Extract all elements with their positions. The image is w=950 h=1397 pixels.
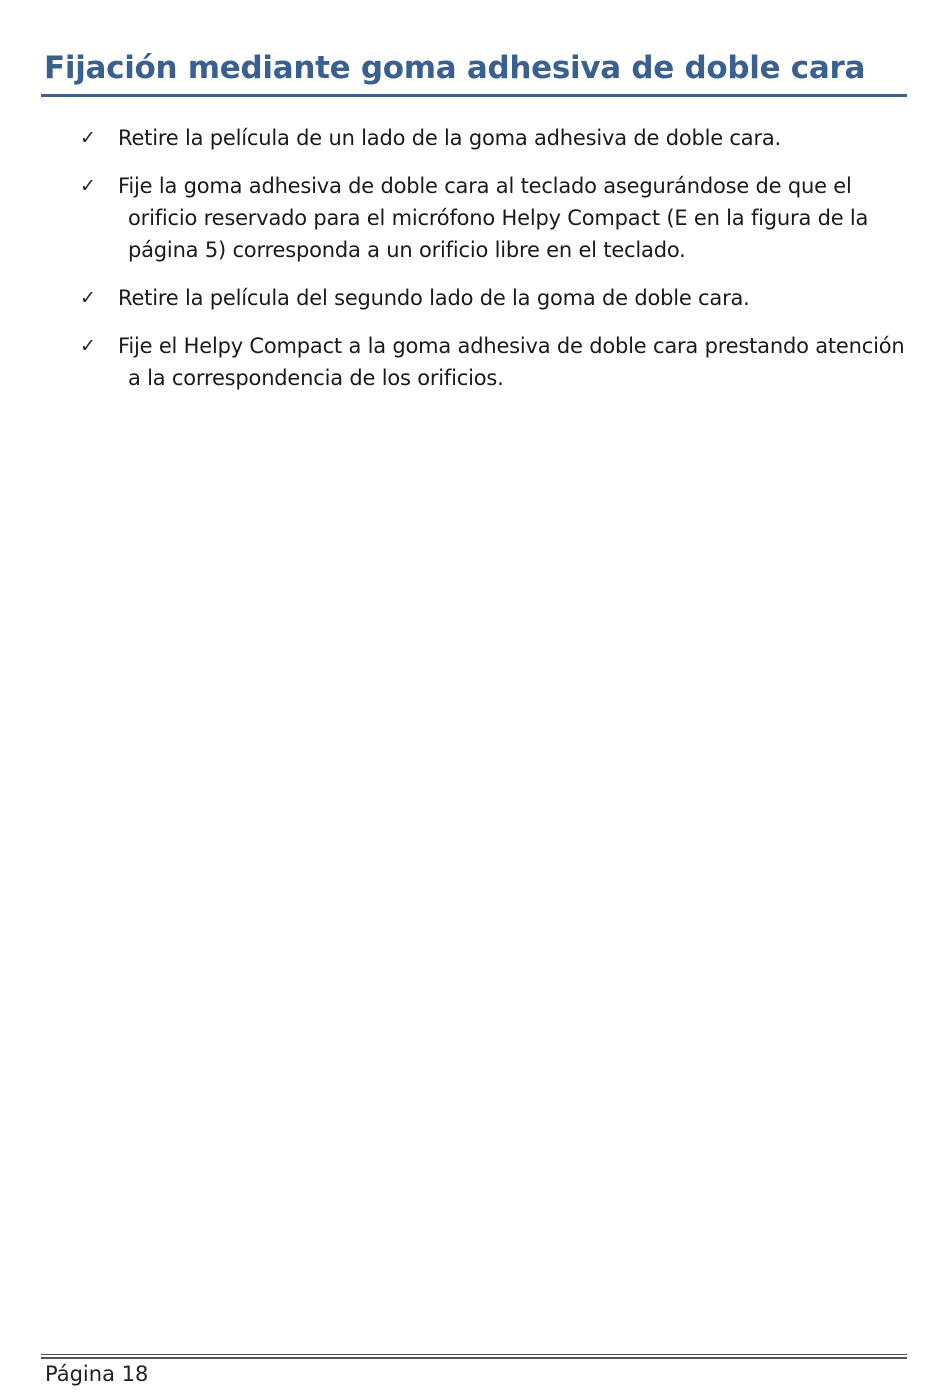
page-number: Página 18 xyxy=(45,1362,149,1386)
list-item xyxy=(80,282,910,314)
checkmark-icon: ✓ xyxy=(80,287,96,309)
checkmark-icon: ✓ xyxy=(80,335,96,357)
checkmark-icon: ✓ xyxy=(80,127,96,149)
step-text: Fije la goma adhesiva de doble cara al teclado asegurándose de que el orificio reservado para el micrófono Helpy Compact (E en la figura de la página 5) corresponda a un orificio libre en el teclado. xyxy=(118,174,869,262)
footer-divider xyxy=(41,1354,907,1355)
step-text: Fije el Helpy Compact a la goma adhesiva de doble cara prestando atención a la correspondencia de los orificios. xyxy=(118,334,905,390)
step-text: Retire la película de un lado de la goma adhesiva de doble cara. xyxy=(118,126,782,150)
title-underline xyxy=(41,94,907,97)
page-title: Fijación mediante goma adhesiva de doble cara xyxy=(44,50,866,86)
list-item xyxy=(80,170,910,266)
list-item xyxy=(80,122,910,154)
checkmark-icon: ✓ xyxy=(80,175,96,197)
list-item xyxy=(80,330,910,394)
step-text: Retire la película del segundo lado de la goma de doble cara. xyxy=(118,286,750,310)
footer-divider xyxy=(41,1357,907,1359)
instruction-list xyxy=(80,122,910,410)
